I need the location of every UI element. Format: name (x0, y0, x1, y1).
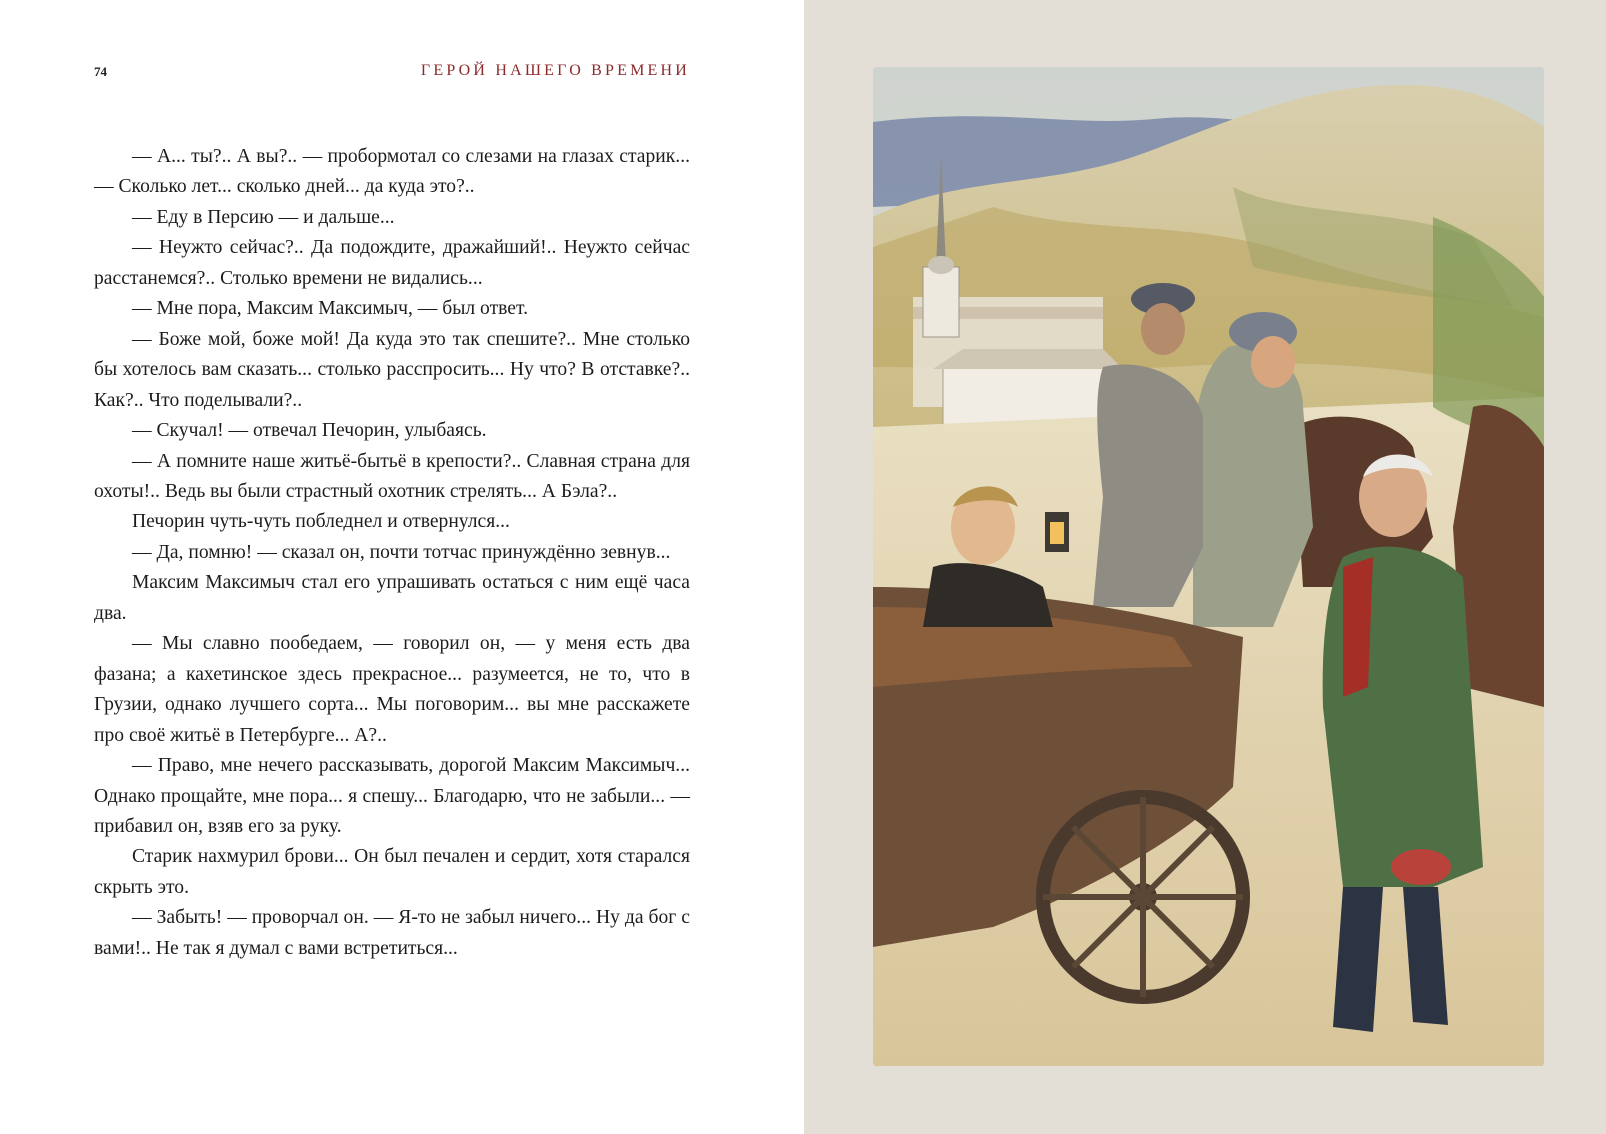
driver-face (1251, 336, 1295, 388)
maksimych-cap-in-hand (1391, 849, 1451, 885)
paragraph: Печорин чуть-чуть побледнел и отвернулся... (132, 511, 510, 533)
running-title: ГЕРОЙ НАШЕГО ВРЕМЕНИ (420, 62, 690, 79)
paragraph: Максим Максимыч стал его упрашивать остаться с ним ещё часа два. (94, 572, 690, 624)
paragraph: — А... ты?.. А вы?.. — пробормотал со слезами на глазах старик... — Сколько лет... сколько дней... да куда это?.. (94, 146, 690, 198)
lantern-light (1050, 522, 1064, 544)
page-number: 74 (94, 64, 107, 79)
right-page (804, 0, 1606, 1134)
church-tower (923, 267, 959, 337)
wheel-spokes (1043, 797, 1243, 997)
paragraph: — Да, помню! — сказал он, почти тотчас принуждённо зевнув... (132, 541, 671, 563)
illustration-carriage-scene (873, 67, 1544, 1066)
house-roof (933, 349, 1123, 369)
paragraph: — Еду в Персию — и дальше... (132, 206, 395, 228)
paragraph: — Забыть! — проворчал он. — Я-то не забыл ничего... Ну да бог с вами!.. Не так я думал с вами встретиться... (94, 907, 690, 959)
watercolor-illustration (873, 67, 1544, 1066)
text-block (94, 142, 690, 964)
paragraph: — Мне пора, Максим Максимыч, — был ответ. (132, 298, 528, 320)
bearded-man-coat (1093, 364, 1203, 607)
bearded-man-head (1141, 303, 1185, 355)
paragraph: Старик нахмурил брови... Он был печален и сердит, хотя старался скрыть это. (94, 846, 690, 898)
paragraph: — Право, мне нечего рассказывать, дорогой Максим Максимыч... Однако прощайте, мне пора... я спешу... Благодарю, что не забыли... — прибавил он, взяв его за руку. (94, 755, 690, 837)
paragraph: — Неужто сейчас?.. Да подождите, дражайший!.. Неужто сейчас расстанемся?.. Столько времени не видались... (94, 237, 690, 289)
paragraph: — Боже мой, боже мой! Да куда это так спешите?.. Мне столько бы хотелось вам сказать... столько расспросить... Ну что? В отставке?.. Как?.. Что поделывали?.. (94, 328, 690, 411)
paragraph: — А помните наше житьё-бытьё в крепости?.. Славная страна для охоты!.. Ведь вы были страстный охотник стрелять... А Бэла?.. (94, 450, 690, 502)
church-dome (928, 256, 954, 274)
paragraph: — Мы славно пообедаем, — говорил он, — у меня есть два фазана; а кахетинское здесь прекрасное... разумеется, не то, что в Грузии, однако лучшего сорта... Мы поговорим... вы мне расскажете про своё житьё в Петербурге... А?.. (94, 633, 690, 746)
paragraph: — Скучал! — отвечал Печорин, улыбаясь. (132, 420, 487, 442)
